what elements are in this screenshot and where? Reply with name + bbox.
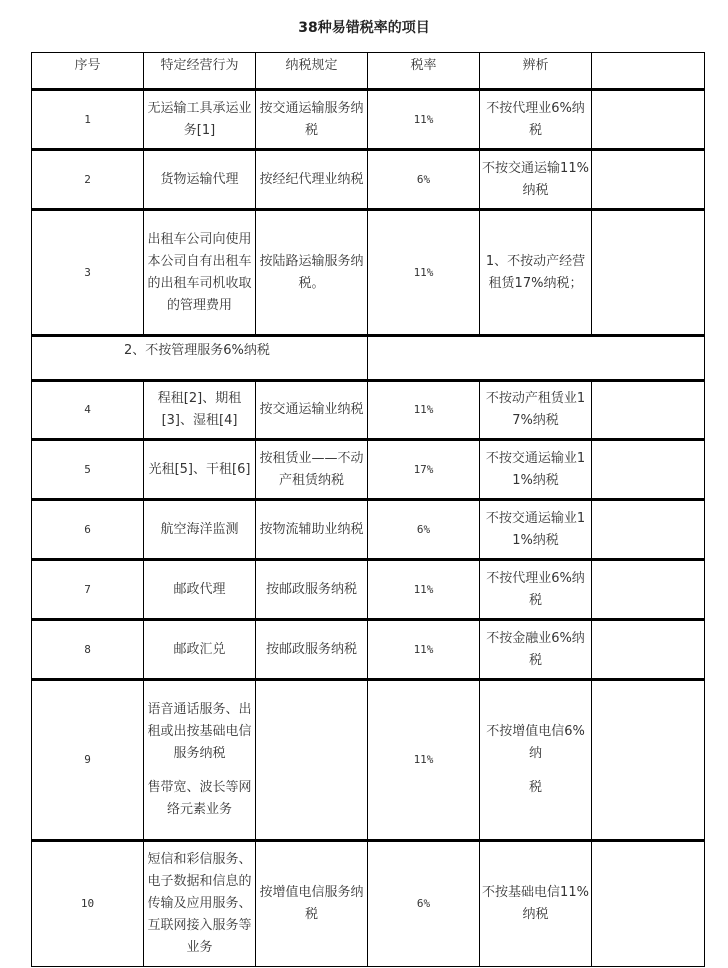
row-activity: 邮政代理 — [144, 560, 256, 620]
table-row — [32, 210, 705, 336]
row-rate: 17% — [368, 440, 480, 500]
table-row — [32, 440, 705, 500]
spacer — [146, 765, 253, 777]
row-rule: 按邮政服务纳税 — [256, 560, 368, 620]
note-row — [32, 336, 705, 381]
row-analysis-secondary: 税 — [528, 780, 542, 795]
table-row — [32, 841, 705, 967]
row-rate: 11% — [368, 680, 480, 841]
row-index: 2 — [32, 150, 144, 210]
header-index: 序号 — [32, 53, 144, 90]
row-rate: 6% — [368, 841, 480, 967]
row-rule — [256, 680, 368, 841]
header-rule: 纳税规定 — [256, 53, 368, 90]
row-index: 4 — [32, 381, 144, 440]
row-activity: 航空海洋监测 — [144, 500, 256, 560]
row-extra — [592, 150, 705, 210]
note-text: 2、不按管理服务6%纳税 — [32, 336, 368, 381]
page-title: 38种易错税率的项目 — [298, 20, 430, 36]
row-extra — [592, 210, 705, 336]
row-rate: 11% — [368, 210, 480, 336]
row-analysis: 不按动产租赁业17%纳税 — [480, 381, 592, 440]
row-index: 1 — [32, 90, 144, 150]
row-rule: 按增值电信服务纳税 — [256, 841, 368, 967]
row-extra — [592, 381, 705, 440]
row-analysis: 不按金融业6%纳税 — [480, 620, 592, 680]
row-activity-main: 语音通话服务、出租或出按基础电信服务纳税 — [147, 702, 252, 761]
row-rate: 11% — [368, 381, 480, 440]
header-analysis: 辨析 — [480, 53, 592, 90]
row-extra — [592, 440, 705, 500]
spacer — [482, 765, 589, 777]
row-rule: 按陆路运输服务纳税。 — [256, 210, 368, 336]
row-extra — [592, 90, 705, 150]
header-rate: 税率 — [368, 53, 480, 90]
row-extra — [592, 620, 705, 680]
table-row — [32, 150, 705, 210]
table-row — [32, 620, 705, 680]
header-activity: 特定经营行为 — [144, 53, 256, 90]
row-extra — [592, 841, 705, 967]
row-rate: 11% — [368, 560, 480, 620]
note-empty-cell — [368, 336, 705, 381]
table-row — [32, 90, 705, 150]
row-rate: 6% — [368, 150, 480, 210]
table-row — [32, 560, 705, 620]
row-analysis: 1、不按动产经营租赁17%纳税； — [480, 210, 592, 336]
table-row — [32, 680, 705, 841]
row-analysis: 不按代理业6%纳税 — [480, 560, 592, 620]
header-extra — [592, 53, 705, 90]
row-analysis: 不按交通运输业11%纳税 — [480, 500, 592, 560]
row-index: 3 — [32, 210, 144, 336]
row-activity — [144, 680, 256, 841]
row-rate: 11% — [368, 90, 480, 150]
table-header-row — [32, 53, 705, 90]
row-activity: 货物运输代理 — [144, 150, 256, 210]
row-index: 6 — [32, 500, 144, 560]
row-analysis — [480, 680, 592, 841]
row-index: 8 — [32, 620, 144, 680]
row-activity: 短信和彩信服务、电子数据和信息的传输及应用服务、互联网接入服务等业务 — [144, 841, 256, 967]
row-rule: 按租赁业——不动产租赁纳税 — [256, 440, 368, 500]
row-index: 7 — [32, 560, 144, 620]
row-rate: 6% — [368, 500, 480, 560]
row-extra — [592, 680, 705, 841]
row-activity: 程租[2]、期租[3]、湿租[4] — [144, 381, 256, 440]
row-rule: 按经纪代理业纳税 — [256, 150, 368, 210]
row-index: 10 — [32, 841, 144, 967]
row-rule: 按物流辅助业纳税 — [256, 500, 368, 560]
row-index: 5 — [32, 440, 144, 500]
row-index: 9 — [32, 680, 144, 841]
row-activity: 无运输工具承运业务[1] — [144, 90, 256, 150]
row-activity-secondary: 售带宽、波长等网络元素业务 — [147, 780, 252, 817]
row-extra — [592, 560, 705, 620]
row-activity: 邮政汇兑 — [144, 620, 256, 680]
row-activity: 光租[5]、干租[6] — [144, 440, 256, 500]
row-rate: 11% — [368, 620, 480, 680]
tax-rate-table — [31, 52, 705, 967]
row-analysis-main: 不按增值电信6%纳 — [486, 724, 585, 761]
row-analysis: 不按交通运输11%纳税 — [480, 150, 592, 210]
row-rule: 按交通运输服务纳税 — [256, 90, 368, 150]
table-row — [32, 381, 705, 440]
row-extra — [592, 500, 705, 560]
table-row — [32, 500, 705, 560]
row-analysis: 不按代理业6%纳税 — [480, 90, 592, 150]
row-rule: 按邮政服务纳税 — [256, 620, 368, 680]
row-analysis: 不按交通运输业11%纳税 — [480, 440, 592, 500]
row-rule: 按交通运输业纳税 — [256, 381, 368, 440]
row-analysis: 不按基础电信11%纳税 — [480, 841, 592, 967]
row-activity: 出租车公司向使用本公司自有出租车的出租车司机收取的管理费用 — [144, 210, 256, 336]
